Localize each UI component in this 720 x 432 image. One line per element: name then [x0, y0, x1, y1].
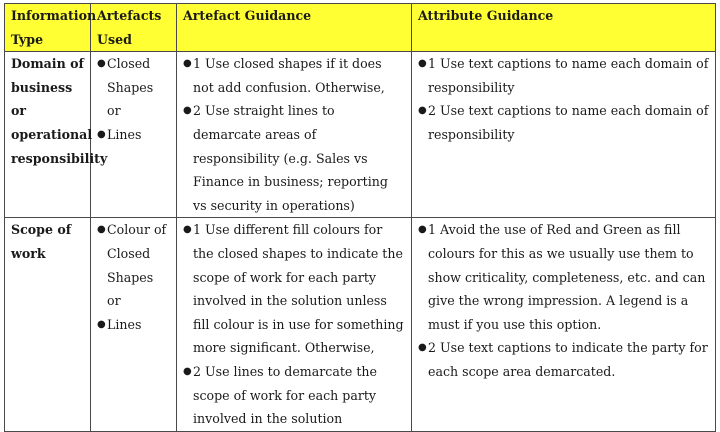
header-artefacts-used: Artefacts Used	[91, 4, 177, 52]
artefact-guidance-cell	[177, 218, 412, 431]
list-item: ● Closed Shapes or	[97, 52, 170, 123]
attribute-guidance-cell	[412, 218, 716, 431]
list-item: ● 2 Use text captions to indicate the party for each scope area demarcated.	[418, 336, 709, 383]
artefact-guidance-cell	[177, 52, 412, 218]
bullet-icon: ●	[418, 342, 427, 354]
header-information-type: Information Type	[5, 4, 91, 52]
header-row	[5, 4, 716, 52]
bullet-icon: ●	[183, 224, 192, 236]
header-artefact-guidance: Artefact Guidance	[177, 4, 412, 52]
bullet-icon: ●	[97, 318, 106, 330]
list-item: ● 1 Use text captions to name each domain of responsibility	[418, 52, 709, 99]
header-attribute-guidance: Attribute Guidance	[412, 4, 716, 52]
list-item: ● 1 Use closed shapes if it does not add confusion. Otherwise,	[183, 52, 405, 99]
list-item: ● 1 Avoid the use of Red and Green as fill colours for this as we usually use them to show criticality, completeness, etc. and can give the wrong impression. A legend is a must if you use this option.	[418, 218, 709, 336]
bullet-icon: ●	[183, 105, 192, 117]
list-item: ● Lines	[97, 123, 170, 147]
table-row-domain	[5, 52, 716, 218]
attribute-guidance-cell	[412, 52, 716, 218]
list-item: ● 2 Use straight lines to demarcate areas of responsibility (e.g. Sales vs Finance in business; reporting vs security in operations)	[183, 99, 405, 217]
artefacts-cell	[91, 218, 177, 431]
list-item: ● Colour of Closed Shapes or	[97, 218, 170, 312]
bullet-icon: ●	[183, 365, 192, 377]
table-row-scope	[5, 218, 716, 431]
list-item: ● Lines	[97, 313, 170, 337]
information-type-cell: Scope of work	[5, 218, 91, 431]
guidance-table	[4, 3, 716, 432]
list-item: ● 1 Use different fill colours for the closed shapes to indicate the scope of work for each party involved in the solution unless fill colour is in use for something more significant. Otherwise,	[183, 218, 405, 360]
list-item: ● 2 Use text captions to name each domain of responsibility	[418, 99, 709, 146]
bullet-icon: ●	[97, 224, 106, 236]
information-type-cell: Domain of business or operational responsibility	[5, 52, 91, 218]
bullet-icon: ●	[97, 128, 106, 140]
bullet-icon: ●	[183, 58, 192, 70]
bullet-icon: ●	[418, 105, 427, 117]
list-item: ● 2 Use lines to demarcate the scope of work for each party involved in the solution	[183, 360, 405, 431]
bullet-icon: ●	[418, 224, 427, 236]
bullet-icon: ●	[418, 58, 427, 70]
bullet-icon: ●	[97, 58, 106, 70]
artefacts-cell	[91, 52, 177, 218]
